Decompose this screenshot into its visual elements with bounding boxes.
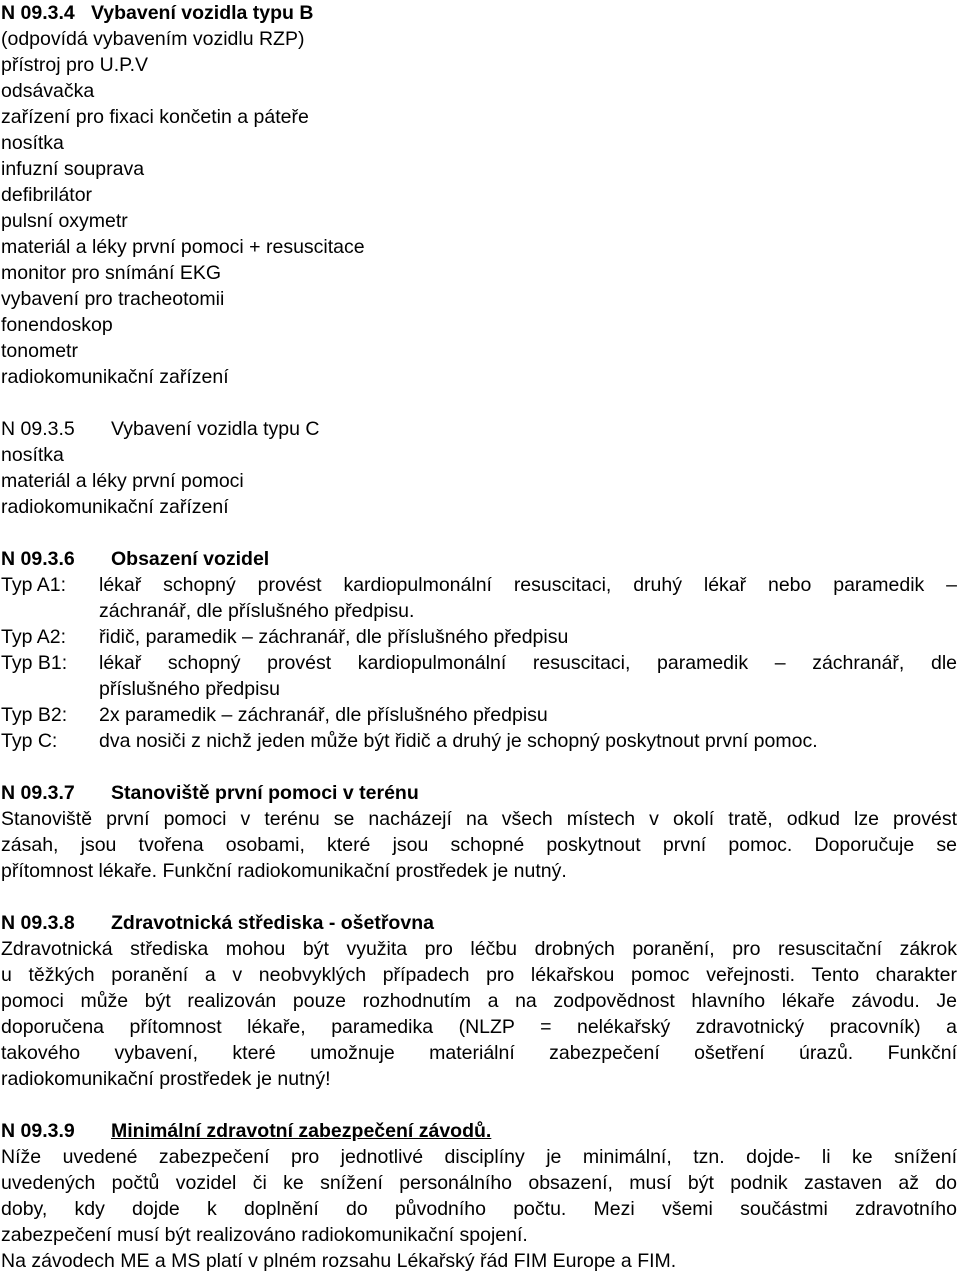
section-b-heading: N 09.3.4 Vybavení vozidla typu B [1,2,314,24]
occupancy-type-label: Typ A1: [1,574,67,596]
spacer [1,884,957,910]
paragraph-line: doporučena přítomnost lékaře, paramedika (NLZP = nelékařský zdravotnický pracovník) a [1,1016,957,1038]
section-c-item: radiokomunikační zařízení [1,496,229,518]
section-minimal-paragraph [1,1144,957,1248]
section-minimal-heading [1,1118,957,1144]
section-occupancy-title: Obsazení vozidel [111,548,270,570]
section-occupancy-number: N 09.3.6 [1,548,75,570]
section-c-item: materiál a léky první pomoci [1,470,244,492]
paragraph-line: radiokomunikační prostředek je nutný! [1,1068,331,1090]
occupancy-line: příslušného předpisu [99,678,281,700]
section-b-item: odsávačka [1,80,95,102]
section-medical-center-title: Zdravotnická střediska - ošetřovna [111,912,434,934]
spacer [1,390,957,416]
occupancy-line: lékař schopný provést kardiopulmonální resuscitaci, paramedik – záchranář, dle [99,652,957,674]
paragraph-line: zásah, jsou tvořena osobami, které jsou schopné poskytnout první pomoc. Doporučuje se [1,834,957,856]
paragraph-line: takového vybavení, které umožnuje materiální zabezpečení ošetření úrazů. Funkční [1,1042,957,1064]
spacer [1,754,957,780]
section-c-number: N 09.3.5 [1,418,75,440]
paragraph-line: zabezpečení musí být realizováno radiokomunikační spojení. [1,1224,528,1246]
paragraph-line: u těžkých poranění a v neobvyklých případech pro lékařskou pomoc veřejnosti. Tento charakter [1,964,957,986]
section-b-item: přístroj pro U.P.V [1,54,149,76]
occupancy-description [99,624,957,650]
section-medical-center-heading [1,910,957,936]
document-page [1,0,957,1274]
section-b-item: fonendoskop [1,314,113,336]
spacer [1,520,957,546]
section-b-item: monitor pro snímání EKG [1,262,222,284]
occupancy-row [1,572,957,624]
paragraph-line: přítomnost lékaře. Funkční radiokomunikační prostředek je nutný. [1,860,567,882]
occupancy-line: 2x paramedik – záchranář, dle příslušného předpisu [99,704,548,726]
occupancy-row [1,650,957,702]
section-b-item: (odpovídá vybavením vozidlu RZP) [1,28,305,50]
section-b-item: radiokomunikační zařízení [1,366,229,388]
paragraph-line: uvedených počtů vozidel či ke snížení personálního obsazení, musí být podnik zastaven až do [1,1172,957,1194]
occupancy-type-label: Typ B2: [1,704,68,726]
section-field-aid-title: Stanoviště první pomoci v terénu [111,782,419,804]
section-field-aid-number: N 09.3.7 [1,782,75,804]
occupancy-description [99,572,957,624]
occupancy-description [99,728,957,754]
occupancy-description [99,702,957,728]
section-c-item: nosítka [1,444,64,466]
occupancy-line: záchranář, dle příslušného předpisu. [99,600,415,622]
section-c-title: Vybavení vozidla typu C [111,418,320,440]
section-field-aid-heading [1,780,957,806]
occupancy-description [99,650,957,702]
section-b-item: pulsní oxymetr [1,210,128,232]
section-minimal-title: Minimální zdravotní zabezpečení závodů. [111,1120,492,1142]
section-b-item: vybavení pro tracheotomii [1,288,225,310]
section-b-item: defibrilátor [1,184,93,206]
section-medical-center-paragraph [1,936,957,1092]
spacer [1,1092,957,1118]
occupancy-row [1,728,957,754]
section-medical-center-number: N 09.3.8 [1,912,75,934]
section-occupancy-heading [1,546,957,572]
paragraph-line: Stanoviště první pomoci v terénu se nacházejí na všech místech v okolí tratě, odkud lze provést [1,808,957,830]
occupancy-line: dva nosiči z nichž jeden může být řidič a druhý je schopný poskytnout první pomoc. [99,730,818,752]
occupancy-line: řidič, paramedik – záchranář, dle příslušného předpisu [99,626,569,648]
occupancy-type-label: Typ B1: [1,652,68,674]
section-minimal-number: N 09.3.9 [1,1120,75,1142]
occupancy-type-label: Typ A2: [1,626,67,648]
paragraph-line: pomoci může být realizován pouze rozhodnutím a na zodpovědnost hlavního lékaře závodu. Je [1,990,957,1012]
paragraph-line: Zdravotnická střediska mohou být využita pro léčbu drobných poranění, pro resuscitační zákrok [1,938,957,960]
section-b-item: nosítka [1,132,64,154]
section-c-heading [1,416,957,442]
section-b-item: materiál a léky první pomoci + resuscitace [1,236,365,258]
paragraph-line: Níže uvedené zabezpečení pro jednotlivé disciplíny je minimální, tzn. dojde- li ke snížení [1,1146,957,1168]
occupancy-row [1,702,957,728]
occupancy-type-label: Typ C: [1,730,58,752]
occupancy-row [1,624,957,650]
section-b-item: tonometr [1,340,78,362]
section-b-item: infuzní souprava [1,158,145,180]
occupancy-line: lékař schopný provést kardiopulmonální resuscitaci, druhý lékař nebo paramedik – [99,574,957,596]
section-minimal-final-line: Na závodech ME a MS platí v plném rozsahu Lékařský řád FIM Europe a FIM. [1,1250,677,1272]
section-field-aid-paragraph [1,806,957,884]
paragraph-line: doby, kdy dojde k doplnění do původního počtu. Mezi všemi součástmi zdravotního [1,1198,957,1220]
section-b-item: zařízení pro fixaci končetin a páteře [1,106,309,128]
